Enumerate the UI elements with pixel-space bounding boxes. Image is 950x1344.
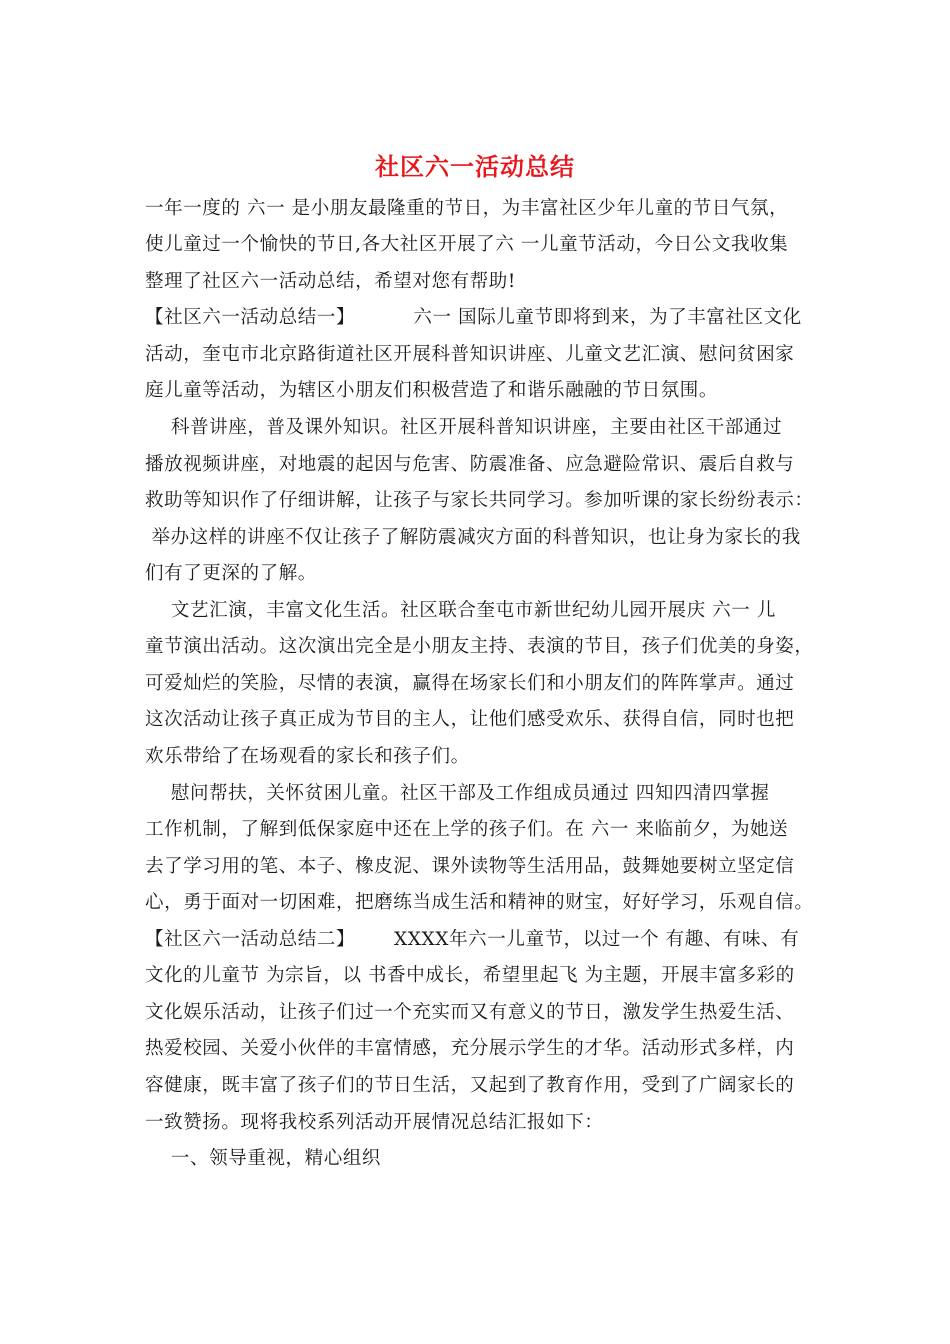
text-line: 【社区六一活动总结二】 XXXX年六一儿童节，以过一个 有趣、有味、有 <box>145 929 800 950</box>
text-line: 庭儿童等活动，为辖区小朋友们积极营造了和谐乐融融的节日氛围。 <box>145 380 719 401</box>
text-line: 去了学习用的笔、本子、橡皮泥、课外读物等生活用品，鼓舞她要树立坚定信 <box>145 856 795 877</box>
text-line: 欢乐带给了在场观看的家长和孩子们。 <box>145 746 470 767</box>
text-line: 可爱灿烂的笑脸，尽情的表演，赢得在场家长们和小朋友们的阵阵掌声。通过 <box>145 673 795 694</box>
text-line: 活动，奎屯市北京路街道社区开展科普知识讲座、儿童文艺汇演、慰问贫困家 <box>145 344 795 365</box>
text-line: 工作机制，了解到低保家庭中还在上学的孩子们。在 六一 来临前夕，为她送 <box>145 819 789 840</box>
text-line: 文化的儿童节 为宗旨，以 书香中成长，希望里起飞 为主题，开展丰富多彩的 <box>145 965 795 986</box>
text-line: 童节演出活动。这次演出完全是小朋友主持、表演的节目，孩子们优美的身姿， <box>145 636 814 657</box>
text-line: 救助等知识作了仔细讲解，让孩子与家长共同学习。参加听课的家长纷纷表示： <box>145 490 814 511</box>
text-line: 播放视频讲座，对地震的起因与危害、防震准备、应急避险常识、震后自救与 <box>145 454 795 475</box>
text-line: 容健康，既丰富了孩子们的节日生活，又起到了教育作用，受到了广阔家长的 <box>145 1075 795 1096</box>
text-line: 科普讲座，普及课外知识。社区开展科普知识讲座，主要由社区干部通过 <box>145 417 783 438</box>
text-line: 们有了更深的了解。 <box>145 563 317 584</box>
text-line: 一、领导重视，精心组织 <box>145 1148 382 1169</box>
text-line: 举办这样的讲座不仅让孩子了解防震减灾方面的科普知识，也让身为家长的我 <box>145 527 801 548</box>
text-line: 一年一度的 六一 是小朋友最隆重的节日，为丰富社区少年儿童的节日气氛， <box>145 198 789 219</box>
text-line: 使儿童过一个愉快的节日,各大社区开展了六 一儿童节活动，今日公文我收集 <box>145 234 789 255</box>
text-line: 文化娱乐活动，让孩子们过一个充实而又有意义的节日，激发学生热爱生活、 <box>145 1002 795 1023</box>
text-line: 这次活动让孩子真正成为节目的主人，让他们感受欢乐、获得自信，同时也把 <box>145 709 795 730</box>
text-line: 一致赞扬。现将我校系列活动开展情况总结汇报如下： <box>145 1112 604 1133</box>
text-line: 【社区六一活动总结一】 六一 国际儿童节即将到来，为了丰富社区文化 <box>145 307 802 328</box>
text-line: 热爱校园、关爱小伙伴的丰富情感，充分展示学生的才华。活动形式多样，内 <box>145 1038 795 1059</box>
text-line: 慰问帮扶，关怀贫困儿童。社区干部及工作组成员通过 四知四清四掌握 <box>145 783 770 804</box>
text-line: 心，勇于面对一切困难，把磨练当成生活和精神的财宝，好好学习，乐观自信。 <box>145 892 814 913</box>
document-title: 社区六一活动总结 <box>375 152 575 181</box>
text-line: 文艺汇演，丰富文化生活。社区联合奎屯市新世纪幼儿园开展庆 六一 儿 <box>145 600 776 621</box>
text-line: 整理了社区六一活动总结，希望对您有帮助! <box>145 271 516 292</box>
